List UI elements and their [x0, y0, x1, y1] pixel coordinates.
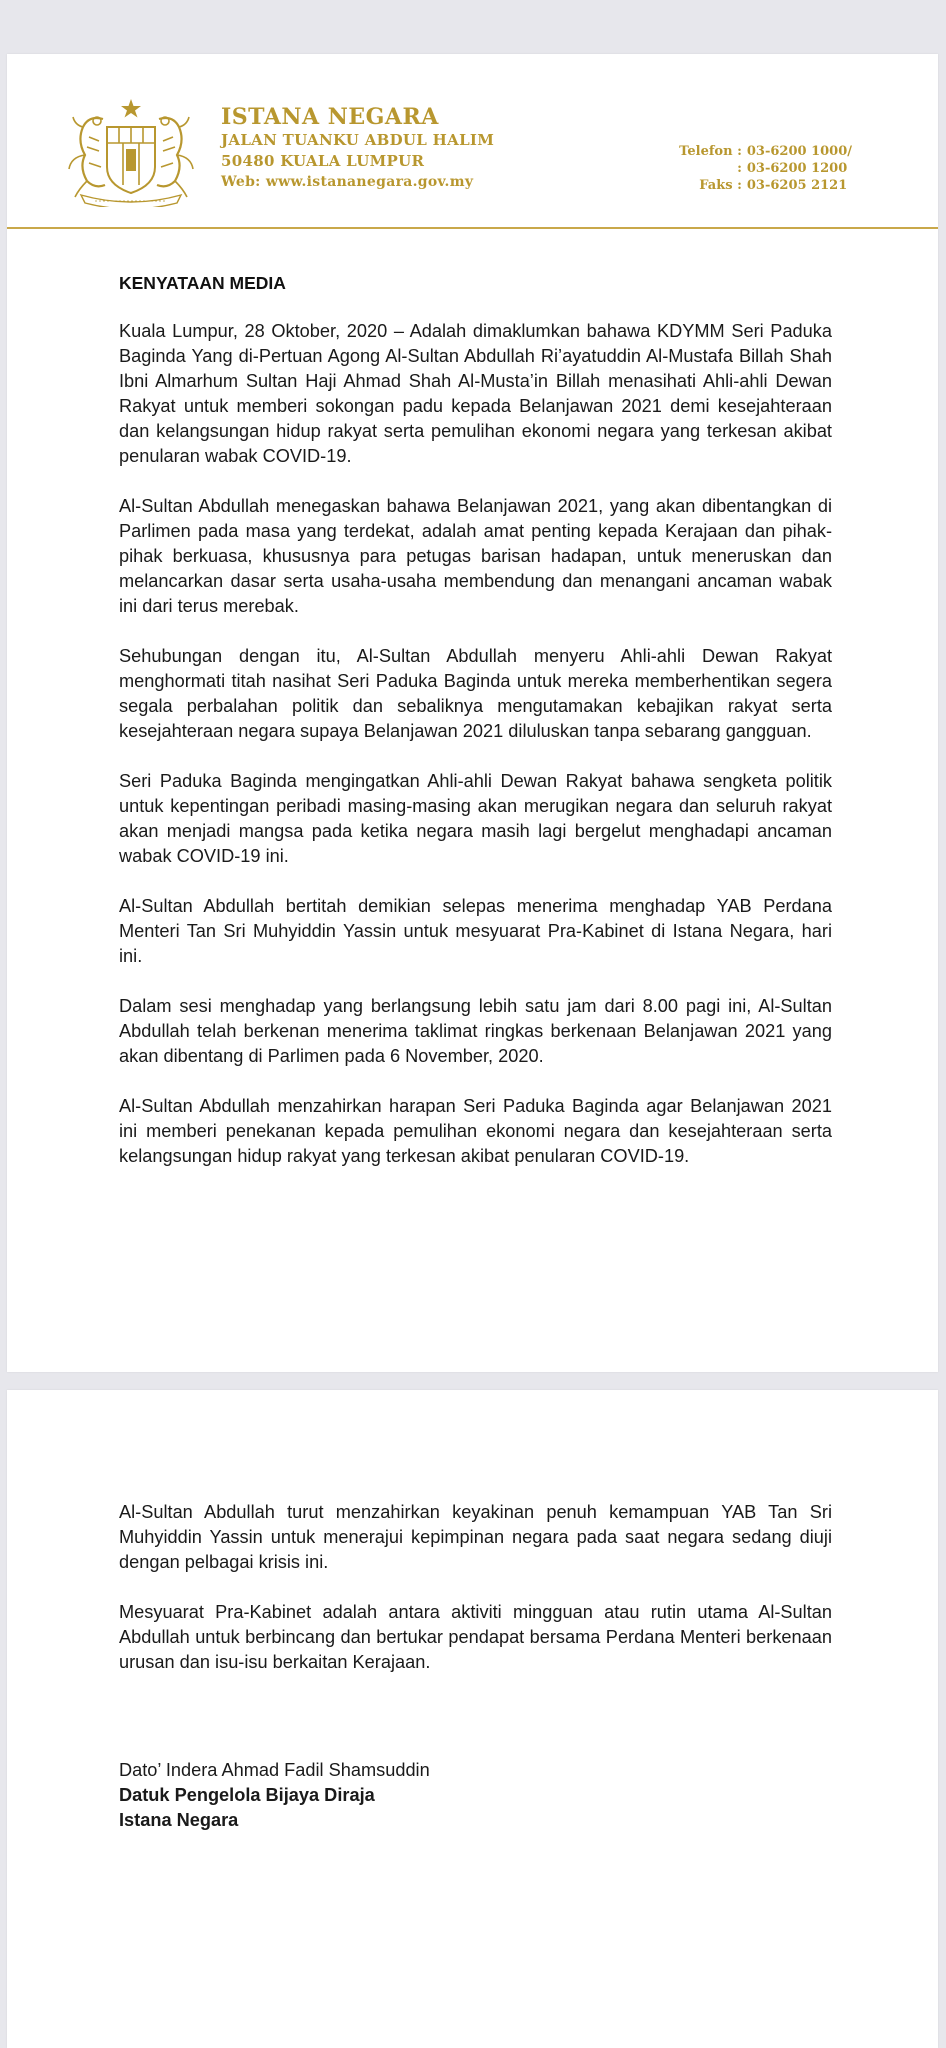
paragraph: Al-Sultan Abdullah turut menzahirkan keyakinan penuh kemampuan YAB Tan Sri Muhyiddin Yassin untuk menerajui kepimpinan negara pada saat negara sedang diuji dengan pelbagai krisis ini. [119, 1502, 832, 1572]
signature-block [119, 1758, 832, 1833]
contact-label: : [737, 161, 742, 176]
paragraph: Mesyuarat Pra-Kabinet adalah antara aktiviti mingguan atau rutin utama Al-Sultan Abdullah untuk berbincang dan bertukar pendapat bersama Perdana Menteri berkenaan urusan dan isu-isu berkaitan Kerajaan. [119, 1602, 832, 1672]
signatory-position: Datuk Pengelola Bijaya Diraja [119, 1785, 375, 1805]
document-page-2 [7, 1390, 938, 2048]
document-page-1 [7, 54, 938, 1372]
paragraph: Seri Paduka Baginda mengingatkan Ahli-ahli Dewan Rakyat bahawa sengketa politik untuk kepentingan peribadi masing-masing akan merugikan negara dan seluruh rakyat akan menjadi mangsa pada ketika negara masih lagi bergelut menghadapi ancaman wabak COVID-19 ini. [119, 771, 832, 866]
contact-value: 03-6200 1200 [746, 161, 848, 176]
letterhead [7, 54, 938, 230]
contact-row [679, 160, 852, 177]
contact-value: 03-6205 2121 [746, 178, 848, 193]
contact-row [679, 143, 852, 160]
website-link[interactable]: Web: www.istananegara.gov.my [221, 174, 474, 190]
paragraph: Dalam sesi menghadap yang berlangsung lebih satu jam dari 8.00 pagi ini, Al-Sultan Abdullah telah berkenan menerima taklimat ringkas berkenaan Belanjawan 2021 yang akan dibentang di Parlimen pada 6 November, 2020. [119, 996, 832, 1066]
contact-row [679, 177, 852, 194]
contact-value: 03-6200 1000/ [746, 144, 852, 159]
royal-coat-of-arms-icon [61, 97, 201, 207]
paragraph: Kuala Lumpur, 28 Oktober, 2020 – Adalah dimaklumkan bahawa KDYMM Seri Paduka Baginda Yang di-Pertuan Agong Al-Sultan Abdullah Ri’ayatuddin Al-Mustafa Billah Shah Ibni Almarhum Sultan Haji Ahmad Shah Al-Musta’in Billah menasihati Ahli-ahli Dewan Rakyat untuk memberi sokongan padu kepada Belanjawan 2021 demi kesejahteraan dan kelangsungan hidup rakyat serta pemulihan ekonomi negara yang terkesan akibat penularan wabak COVID-19. [119, 321, 832, 466]
paragraph: Al-Sultan Abdullah bertitah demikian selepas menerima menghadap YAB Perdana Menteri Tan Sri Muhyiddin Yassin untuk mesyuarat Pra-Kabinet di Istana Negara, hari ini. [119, 896, 832, 966]
press-statement-continued [119, 1500, 832, 1833]
paragraph: Al-Sultan Abdullah menzahirkan harapan Seri Paduka Baginda agar Belanjawan 2021 ini memberi penekanan kepada pemulihan ekonomi negara dan kesejahteraan serta kelangsungan hidup rakyat yang terkesan akibat penularan COVID-19. [119, 1096, 832, 1166]
paragraph: Sehubungan dengan itu, Al-Sultan Abdullah menyeru Ahli-ahli Dewan Rakyat menghormati titah nasihat Seri Paduka Baginda untuk mereka memberhentikan segera segala perbalahan politik dan sebaliknya mengutamakan kebajikan rakyat serta kesejahteraan negara supaya Belanjawan 2021 diluluskan tanpa sebarang gangguan. [119, 646, 832, 741]
address-line-2: 50480 KUALA LUMPUR [221, 152, 425, 170]
letterhead-address-block [221, 104, 494, 193]
page-title: KENYATAAN MEDIA [119, 273, 286, 293]
address-line-1: JALAN TUANKU ABDUL HALIM [221, 131, 495, 149]
paragraph: Al-Sultan Abdullah menegaskan bahawa Belanjawan 2021, yang akan dibentangkan di Parlimen pada masa yang terdekat, adalah amat penting kepada Kerajaan dan pihak-pihak berkuasa, khususnya para petugas barisan hadapan, untuk meneruskan dan melancarkan dasar serta usaha-usaha membendung dan menangani ancaman wabak ini dari terus merebak. [119, 496, 832, 616]
press-statement-body [119, 271, 832, 1194]
signatory-name: Dato’ Indera Ahmad Fadil Shamsuddin [119, 1760, 430, 1780]
org-name: ISTANA NEGARA [221, 104, 439, 130]
signatory-office: Istana Negara [119, 1810, 239, 1830]
letterhead-divider [7, 227, 938, 229]
contact-label: Faks : [699, 178, 742, 193]
contact-label: Telefon : [679, 144, 742, 159]
letterhead-contacts [679, 143, 852, 194]
